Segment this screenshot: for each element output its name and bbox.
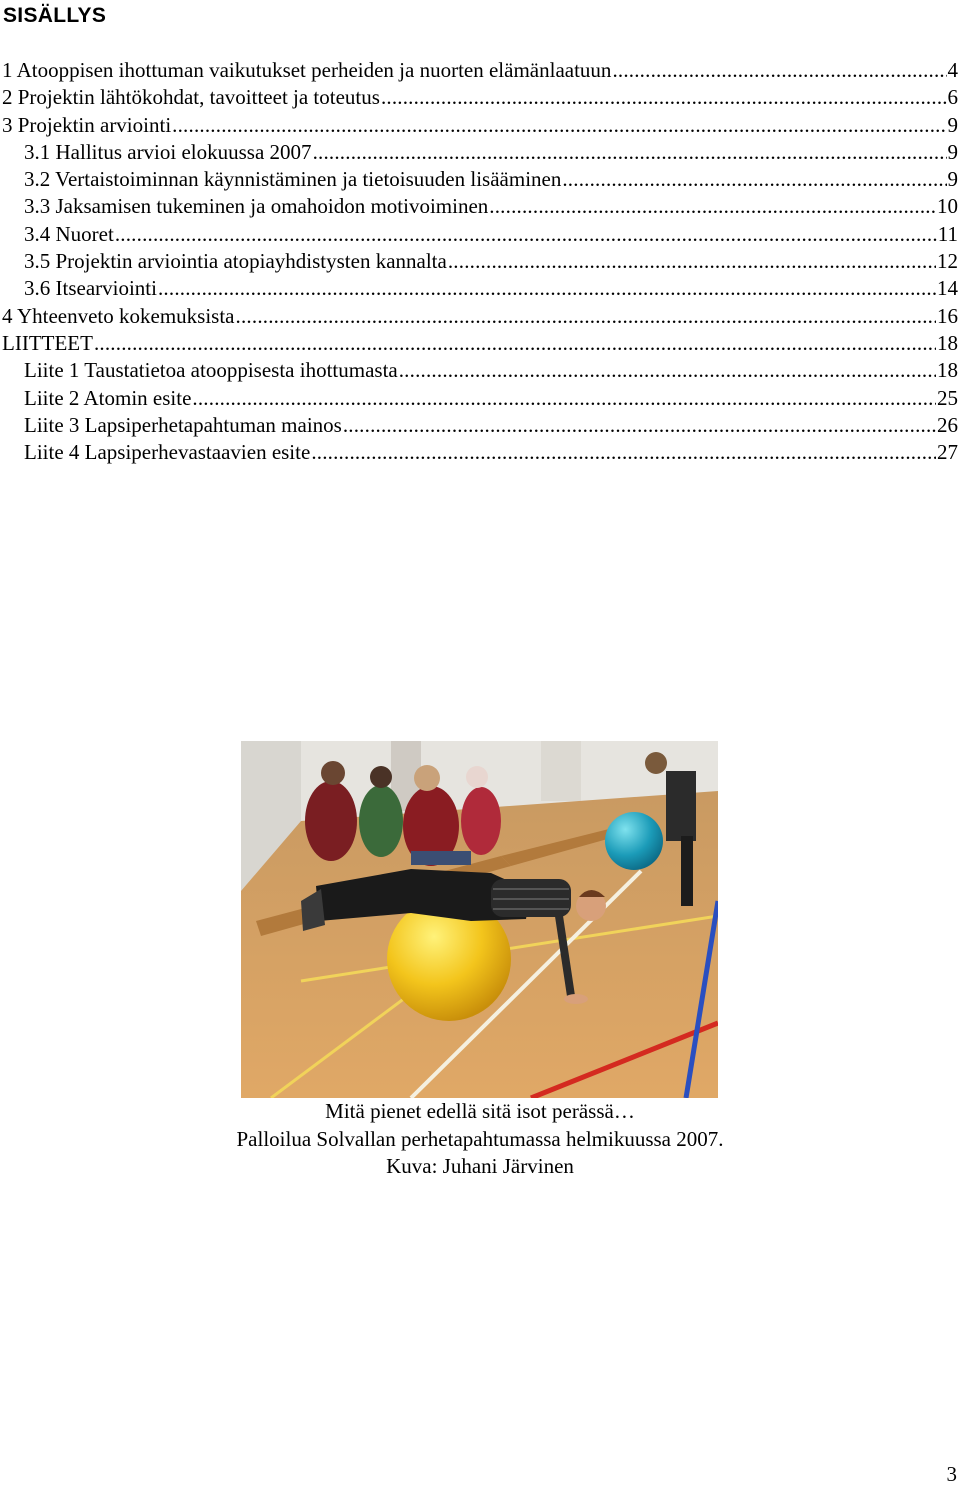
toc-entry-label: 4 Yhteenveto kokemuksista xyxy=(2,303,235,328)
toc-entry-page: 26 xyxy=(937,412,958,437)
toc-dot-leader xyxy=(562,166,946,193)
toc-dot-leader xyxy=(448,248,936,275)
toc-dot-leader xyxy=(236,303,936,330)
toc-entry-page: 6 xyxy=(947,85,958,110)
toc-dot-leader xyxy=(381,84,947,111)
toc-entry-label: 3.3 Jaksamisen tukeminen ja omahoidon motivoiminen xyxy=(24,194,489,219)
toc-entry[interactable] xyxy=(0,84,958,111)
toc-entry[interactable] xyxy=(0,193,958,220)
toc-dot-leader xyxy=(94,330,936,357)
toc-entry-label: 2 Projektin lähtökohdat, tavoitteet ja toteutus xyxy=(2,85,380,110)
toc-entry[interactable] xyxy=(0,248,958,275)
toc-entry-page: 16 xyxy=(937,303,958,328)
toc-entry-label: 3 Projektin arviointi xyxy=(2,112,172,137)
toc-entry-page: 10 xyxy=(937,194,958,219)
toc-entry-page: 18 xyxy=(937,330,958,355)
gym-photo xyxy=(241,741,718,1098)
toc-entry-label: 3.6 Itsearviointi xyxy=(24,276,157,301)
caption-line-2: Palloilua Solvallan perhetapahtumassa helmikuussa 2007. xyxy=(236,1126,724,1151)
toc-entry[interactable] xyxy=(0,303,958,330)
table-of-contents xyxy=(0,57,958,466)
photo-caption xyxy=(0,1098,960,1181)
toc-entry-label: 1 Atooppisen ihottuman vaikutukset perheiden ja nuorten elämänlaatuun xyxy=(2,58,612,82)
toc-dot-leader xyxy=(311,439,936,466)
toc-entry[interactable] xyxy=(0,139,958,166)
toc-entry-page: 4 xyxy=(947,58,958,82)
toc-entry-page: 9 xyxy=(947,167,958,192)
toc-entry-page: 27 xyxy=(937,440,958,465)
toc-entry-page: 9 xyxy=(947,139,958,164)
caption-line-3: Kuva: Juhani Järvinen xyxy=(386,1154,574,1178)
page-number: 3 xyxy=(946,1462,957,1486)
toc-heading: SISÄLLYS xyxy=(3,4,107,27)
toc-dot-leader xyxy=(399,357,936,384)
toc-entry-page: 18 xyxy=(937,358,958,383)
toc-entry-page: 25 xyxy=(937,385,958,410)
toc-entry-page: 14 xyxy=(937,276,958,301)
toc-entry[interactable] xyxy=(0,166,958,193)
toc-entry-page: 11 xyxy=(937,221,958,246)
toc-dot-leader xyxy=(172,112,946,139)
toc-entry-label: 3.2 Vertaistoiminnan käynnistäminen ja tietoisuuden lisääminen xyxy=(24,167,562,192)
toc-dot-leader xyxy=(489,193,936,220)
toc-dot-leader xyxy=(158,275,936,302)
toc-entry-page: 12 xyxy=(937,249,958,274)
toc-entry-label: 3.4 Nuoret xyxy=(24,221,114,246)
toc-entry[interactable] xyxy=(0,221,958,248)
toc-entry-label: 3.1 Hallitus arvioi elokuussa 2007 xyxy=(24,139,312,164)
toc-entry[interactable] xyxy=(0,412,958,439)
toc-entry[interactable] xyxy=(0,385,958,412)
toc-entry-label: Liite 3 Lapsiperhetapahtuman mainos xyxy=(24,412,342,437)
toc-entry[interactable] xyxy=(0,330,958,357)
toc-entry-page: 9 xyxy=(947,112,958,137)
toc-dot-leader xyxy=(343,412,936,439)
caption-line-1: Mitä pienet edellä sitä isot perässä… xyxy=(325,1099,635,1123)
toc-dot-leader xyxy=(313,139,947,166)
toc-entry[interactable] xyxy=(0,357,958,384)
toc-entry[interactable] xyxy=(0,112,958,139)
toc-entry-label: Liite 1 Taustatietoa atooppisesta ihottumasta xyxy=(24,358,398,383)
toc-entry-label: 3.5 Projektin arviointia atopiayhdistysten kannalta xyxy=(24,249,447,274)
toc-entry[interactable] xyxy=(0,275,958,302)
toc-entry-label: Liite 4 Lapsiperhevastaavien esite xyxy=(24,440,311,465)
toc-entry-label: Liite 2 Atomin esite xyxy=(24,385,192,410)
toc-dot-leader xyxy=(115,221,937,248)
toc-entry-label: LIITTEET xyxy=(2,330,93,355)
toc-entry[interactable] xyxy=(0,439,958,466)
toc-dot-leader xyxy=(192,385,936,412)
toc-dot-leader xyxy=(612,57,946,84)
toc-entry[interactable] xyxy=(0,57,958,84)
